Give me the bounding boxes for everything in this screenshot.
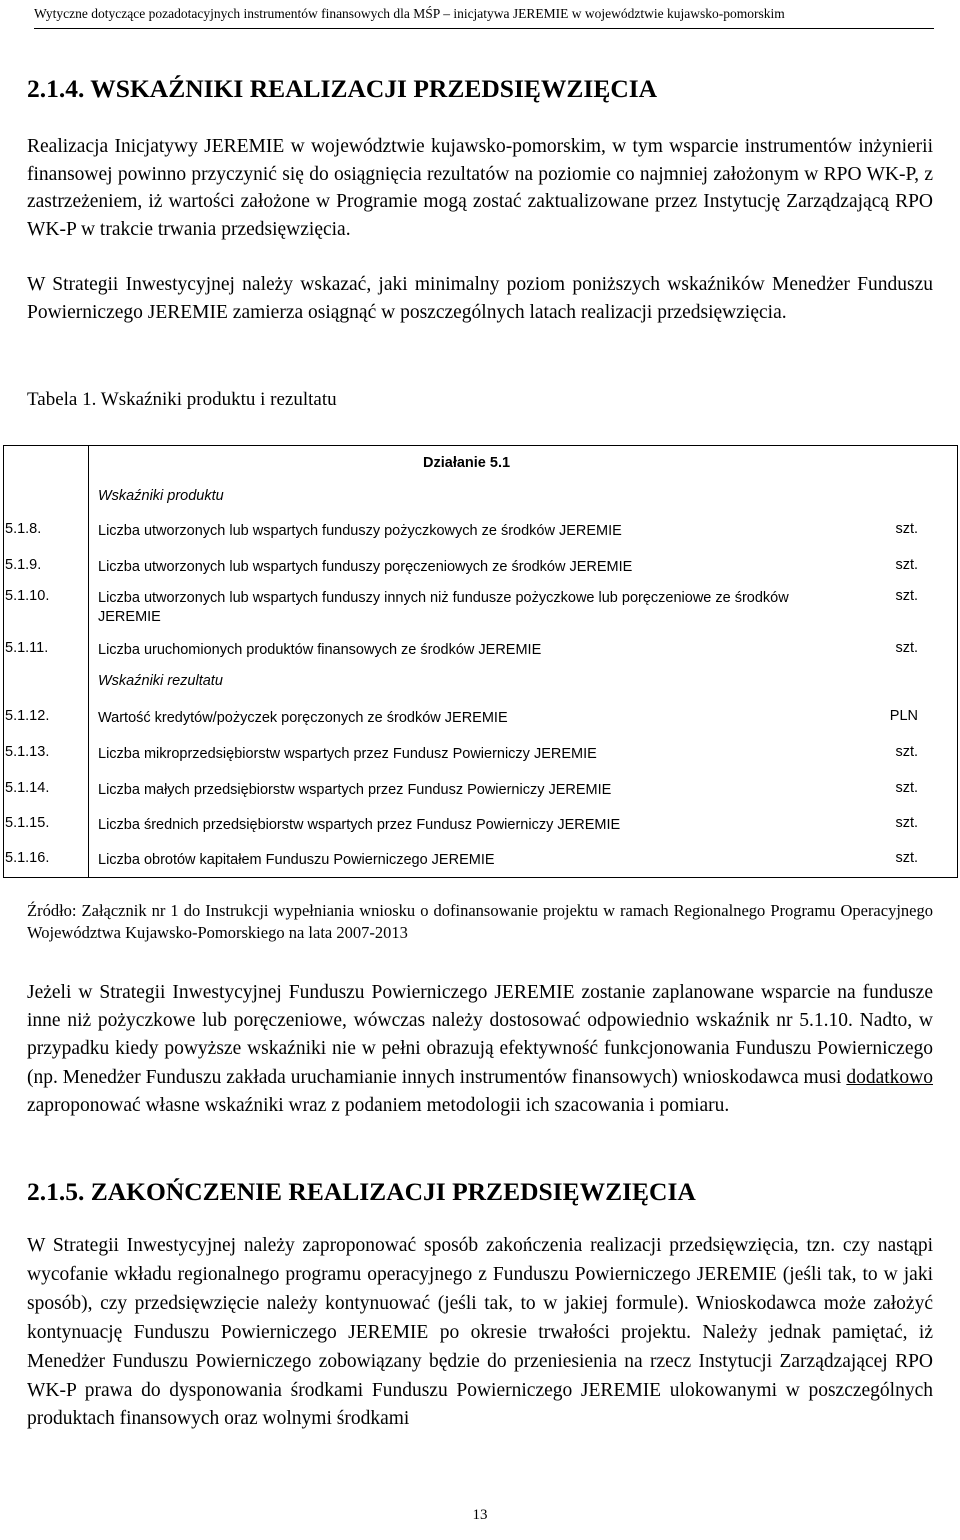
indicator-unit: szt.	[895, 557, 918, 573]
table-source: Źródło: Załącznik nr 1 do Instrukcji wypełniania wniosku o dofinansowanie projektu w ramach Regionalnego Programu Operacyjnego Województwa Kujawsko-Pomorskiego na lata 2007-2013	[27, 901, 933, 942]
indicator-code: 5.1.14.	[5, 780, 50, 796]
product-indicators-heading: Wskaźniki produktu	[98, 488, 224, 504]
indicator-code: 5.1.16.	[5, 850, 50, 866]
indicator-code: 5.1.13.	[5, 744, 50, 760]
indicator-code: 5.1.11.	[5, 640, 49, 656]
indicator-unit: szt.	[895, 588, 918, 604]
indicator-description: Liczba obrotów kapitałem Funduszu Powierniczego JEREMIE	[98, 852, 495, 868]
indicator-description: Liczba mikroprzedsiębiorstw wspartych przez Fundusz Powierniczy JEREMIE	[98, 746, 597, 762]
indicator-description: Liczba średnich przedsiębiorstw wspartych przez Fundusz Powierniczy JEREMIE	[98, 817, 621, 833]
indicator-description: Liczba utworzonych lub wspartych funduszy poręczeniowych ze środków JEREMIE	[98, 559, 633, 575]
indicator-unit: szt.	[895, 780, 918, 796]
indicator-code: 5.1.10.	[5, 588, 50, 604]
running-header: Wytyczne dotyczące pozadotacyjnych instrumentów finansowych dla MŚP – inicjatywa JEREMIE w województwie kujawsko-pomorskim	[34, 6, 934, 29]
column-header: Działanie 5.1	[423, 455, 511, 471]
table-column-divider	[88, 446, 89, 877]
indicator-description: Wartość kredytów/pożyczek poręczonych ze środków JEREMIE	[98, 710, 508, 726]
table-left-border	[3, 446, 4, 877]
indicators-table	[3, 445, 958, 878]
paragraph-text-start: Jeżeli w Strategii Inwestycyjnej Funduszu Powierniczego JEREMIE zostanie zaplanowane wsparcie na fundusze inne niż pożyczkowe lub poręczeniowe, wówczas należy dostosować odpowiednio wskaźnik nr 5.1.10. Nadto, w przypadku kiedy powyższe wskaźniki nie w pełni obrazują efektywność funkcjonowania Funduszu Powierniczego (np. Menedżer Funduszu zakłada uruchamianie innych instrumentów finansowych) wnioskodawca musi	[27, 982, 933, 1088]
indicator-code: 5.1.12.	[5, 708, 50, 724]
indicator-code: 5.1.9.	[5, 557, 42, 573]
indicator-code: 5.1.15.	[5, 815, 50, 831]
paragraph-text-end: zaproponować własne wskaźniki wraz z podaniem metodologii ich szacowania i pomiaru.	[27, 1094, 730, 1116]
indicator-unit: szt.	[895, 640, 918, 656]
indicator-unit: PLN	[889, 708, 918, 724]
indicator-unit: szt.	[895, 850, 918, 866]
indicator-unit: szt.	[895, 521, 918, 537]
paragraph-completion: W Strategii Inwestycyjnej należy zaproponować sposób zakończenia realizacji przedsięwzięcia, tzn. czy nastąpi wycofanie wkładu regionalnego programu operacyjnego z Funduszu Powierniczego JEREMIE (jeśli tak, to w jaki sposób), czy przedsięwzięcie należy kontynuować (jeśli tak, to w jakiej formule). Wnioskodawca może założyć kontynuację Funduszu Powierniczego JEREMIE po okresie trwałości projektu. Należy jednak pamiętać, iż Menedżer Funduszu Powierniczego zobowiązany będzie do przeniesienia na rzecz Instytucji Zarządzającej RPO WK-P prawa do dysponowania środkami Funduszu Powierniczego JEREMIE ulokowanymi w poszczególnych produktach finansowych oraz wolnymi środkami	[27, 1235, 933, 1430]
indicator-unit: szt.	[895, 744, 918, 760]
indicator-unit: szt.	[895, 815, 918, 831]
paragraph-strategy: W Strategii Inwestycyjnej należy wskazać, jaki minimalny poziom poniższych wskaźników Menedżer Funduszu Powierniczego JEREMIE zamierza osiągnąć w poszczególnych latach realizacji przedsięwzięcia.	[27, 274, 933, 323]
underlined-word: dodatkowo	[846, 1066, 933, 1088]
paragraph-indicator-adjustment	[27, 979, 933, 1120]
paragraph-results: Realizacja Inicjatywy JEREMIE w województwie kujawsko-pomorskim, w tym wsparcie instrumentów inżynierii finansowej powinno przyczynić się do osiągnięcia rezultatów na poziomie co najmniej założonym w RPO WK-P, z zastrzeżeniem, iż wartości założone w Programie mogą zostać zaktualizowane przez Instytucję Zarządzającą RPO WK-P w trakcie trwania przedsięwzięcia.	[27, 136, 933, 240]
indicator-description: Liczba małych przedsiębiorstw wspartych przez Fundusz Powierniczy JEREMIE	[98, 782, 612, 798]
section-heading-2-1-4: 2.1.4. WSKAŹNIKI REALIZACJI PRZEDSIĘWZIĘCIA	[27, 74, 658, 103]
indicator-description: Liczba utworzonych lub wspartych funduszy innych niż fundusze pożyczkowe lub poręczeniowe ze środków JEREMIE	[98, 590, 789, 625]
indicator-code: 5.1.8.	[5, 521, 42, 537]
section-heading-2-1-5: 2.1.5. ZAKOŃCZENIE REALIZACJI PRZEDSIĘWZIĘCIA	[27, 1177, 696, 1206]
indicator-description: Liczba utworzonych lub wspartych funduszy pożyczkowych ze środków JEREMIE	[98, 523, 622, 539]
page-number: 13	[472, 1507, 488, 1523]
result-indicators-heading: Wskaźniki rezultatu	[98, 673, 223, 689]
table-right-border	[957, 446, 958, 877]
indicator-description: Liczba uruchomionych produktów finansowych ze środków JEREMIE	[98, 642, 542, 658]
table-caption: Tabela 1. Wskaźniki produktu i rezultatu	[27, 389, 337, 410]
